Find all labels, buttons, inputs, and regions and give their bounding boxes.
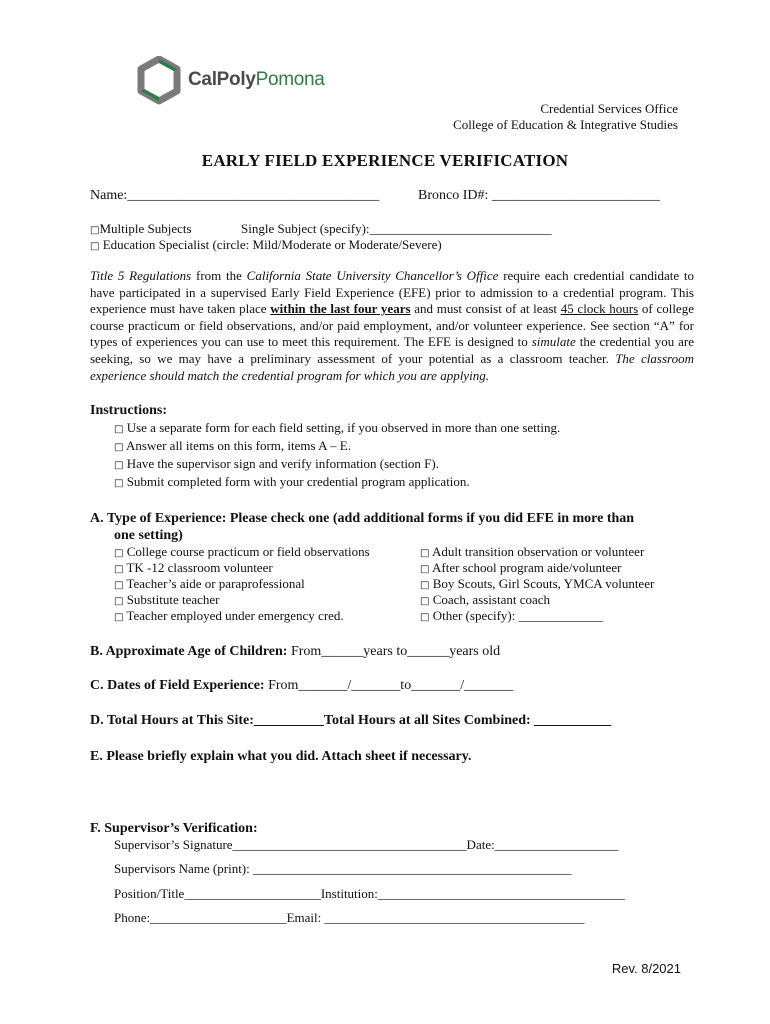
section-c-label: C. Dates of Field Experience: — [90, 678, 265, 693]
experience-label: College course practicum or field observations — [123, 544, 370, 559]
intro-closing: The classroom experience should match the credential program for which you are applying. — [90, 350, 694, 383]
bronco-id-blank: ________________________ — [488, 188, 660, 203]
section-c-blanks: From_______/_______to_______/_______ — [264, 678, 514, 693]
section-f-heading: F. Supervisor’s Verification: — [90, 821, 258, 836]
cpp-logo-mark-icon — [134, 56, 184, 106]
college-name: College of Education & Integrative Studies — [453, 117, 678, 132]
section-d-field[interactable] — [90, 712, 611, 729]
supervisor-signature-field[interactable]: Supervisor’s Signature____________________________________Date:___________________ — [114, 837, 619, 852]
experience-label: Substitute teacher — [123, 592, 220, 607]
bullet-box-icon: □ — [114, 478, 124, 489]
instruction-text: Answer all items on this form, items A – E. — [123, 438, 351, 453]
experience-label: Teacher’s aide or paraprofessional — [123, 576, 305, 591]
checkbox-icon: □ — [114, 612, 124, 623]
checkbox-icon: □ — [420, 596, 430, 607]
education-specialist-option[interactable] — [90, 237, 442, 255]
experience-label: After school program aide/volunteer — [429, 560, 622, 575]
phone-email-field[interactable]: Phone:_____________________Email: ________________________________________ — [114, 910, 585, 925]
experience-label: Boy Scouts, Girl Scouts, YMCA volunteer — [429, 576, 655, 591]
section-d-label2: Total Hours at all Sites Combined: — [323, 713, 531, 728]
section-c-field[interactable] — [90, 677, 513, 694]
bullet-box-icon: □ — [114, 442, 124, 453]
instruction-item — [114, 438, 351, 456]
title5-ref: Title 5 Regulations — [90, 268, 192, 283]
csu-ref: California State University Chancellor’s Office — [246, 268, 499, 283]
checkbox-icon: □ — [114, 596, 124, 607]
revision-label: Rev. 8/2021 — [611, 961, 681, 976]
four-years-emphasis: within the last four years — [270, 301, 411, 317]
instruction-item — [114, 420, 560, 438]
checkbox-icon: □ — [114, 580, 124, 591]
position-institution-field[interactable]: Position/Title_____________________Institution:______________________________________ — [114, 886, 625, 901]
checkbox-icon: □ — [420, 564, 430, 575]
section-b-label: B. Approximate Age of Children: — [90, 644, 288, 659]
checkbox-icon: □ — [420, 548, 430, 559]
experience-label: Teacher employed under emergency cred. — [123, 608, 344, 623]
instruction-text: Use a separate form for each field setting, if you observed in more than one setting. — [123, 420, 561, 435]
experience-label: Other (specify): _____________ — [429, 608, 604, 623]
checkbox-icon: □ — [420, 612, 430, 623]
single-subject-field[interactable]: Single Subject (specify):____________________________ — [241, 221, 552, 236]
section-b-blanks: From______years to______years old — [287, 644, 501, 659]
instruction-item — [114, 456, 439, 474]
bronco-id-label: Bronco ID#: — [418, 188, 489, 203]
section-e-heading: E. Please briefly explain what you did. Attach sheet if necessary. — [90, 749, 472, 764]
instruction-text: Submit completed form with your credential program application. — [123, 474, 470, 489]
checkbox-icon: □ — [90, 225, 100, 236]
clock-hours-emphasis: 45 clock hours — [560, 301, 639, 317]
intro-text: the credential you are seeking, so we may have a preliminary assessment of your potential as a classroom teacher. — [90, 334, 694, 366]
office-name: Credential Services Office — [540, 101, 678, 116]
name-label: Name: — [90, 188, 128, 203]
experience-label: TK -12 classroom volunteer — [123, 560, 273, 575]
checkbox-icon: □ — [114, 548, 124, 559]
checkbox-icon: □ — [420, 580, 430, 591]
instructions-heading: Instructions: — [90, 403, 168, 418]
section-d-blank: __________ — [253, 713, 324, 728]
intro-text: and must consist of at least — [410, 301, 561, 317]
cpp-logo — [134, 56, 334, 106]
experience-label: Coach, assistant coach — [429, 592, 551, 607]
name-field[interactable] — [90, 187, 379, 204]
section-d-blank2: ___________ — [530, 713, 612, 728]
experience-label: Adult transition observation or volunteer — [429, 544, 645, 559]
education-specialist-label: Education Specialist (circle: Mild/Moderate or Moderate/Severe) — [99, 237, 442, 252]
instruction-text: Have the supervisor sign and verify information (section F). — [123, 456, 439, 471]
simulate-emphasis: simulate — [531, 334, 576, 350]
section-d-label: D. Total Hours at This Site: — [90, 713, 254, 728]
multiple-subjects-label: Multiple Subjects — [99, 221, 192, 236]
instruction-item — [114, 474, 470, 492]
supervisor-name-field[interactable]: Supervisors Name (print): _________________________________________________ — [114, 861, 572, 876]
logo-part-pomona: Pomona — [255, 69, 325, 90]
name-blank: ____________________________________ — [127, 188, 380, 203]
section-a-heading: A. Type of Experience: Please check one (add additional forms if you did EFE in more than — [90, 511, 635, 526]
section-b-field[interactable] — [90, 643, 500, 660]
logo-part-calpoly: CalPoly — [188, 69, 256, 90]
intro-text: from the — [191, 268, 247, 283]
experience-option[interactable] — [420, 608, 603, 626]
intro-text: require each credential candidate to have participated in a supervised Early Field Experience (EFE) prior to admission to a credential program. This experience must have taken place — [90, 268, 695, 317]
checkbox-icon: □ — [114, 564, 124, 575]
cpp-logo-text — [188, 69, 325, 91]
experience-option[interactable] — [114, 608, 344, 626]
section-a-heading-cont: one setting) — [114, 528, 183, 543]
bullet-box-icon: □ — [114, 460, 124, 471]
page-title: EARLY FIELD EXPERIENCE VERIFICATION — [201, 151, 569, 170]
bronco-id-field[interactable] — [418, 187, 660, 204]
intro-text: of college course practicum or field observations, and/or paid employment, and/or volunteer experience. See section “A” for types of experiences you can use to meet this requirement. The EFE is designed to — [90, 301, 694, 350]
intro-paragraph — [90, 268, 694, 384]
bullet-box-icon: □ — [114, 424, 124, 435]
checkbox-icon: □ — [90, 241, 100, 252]
